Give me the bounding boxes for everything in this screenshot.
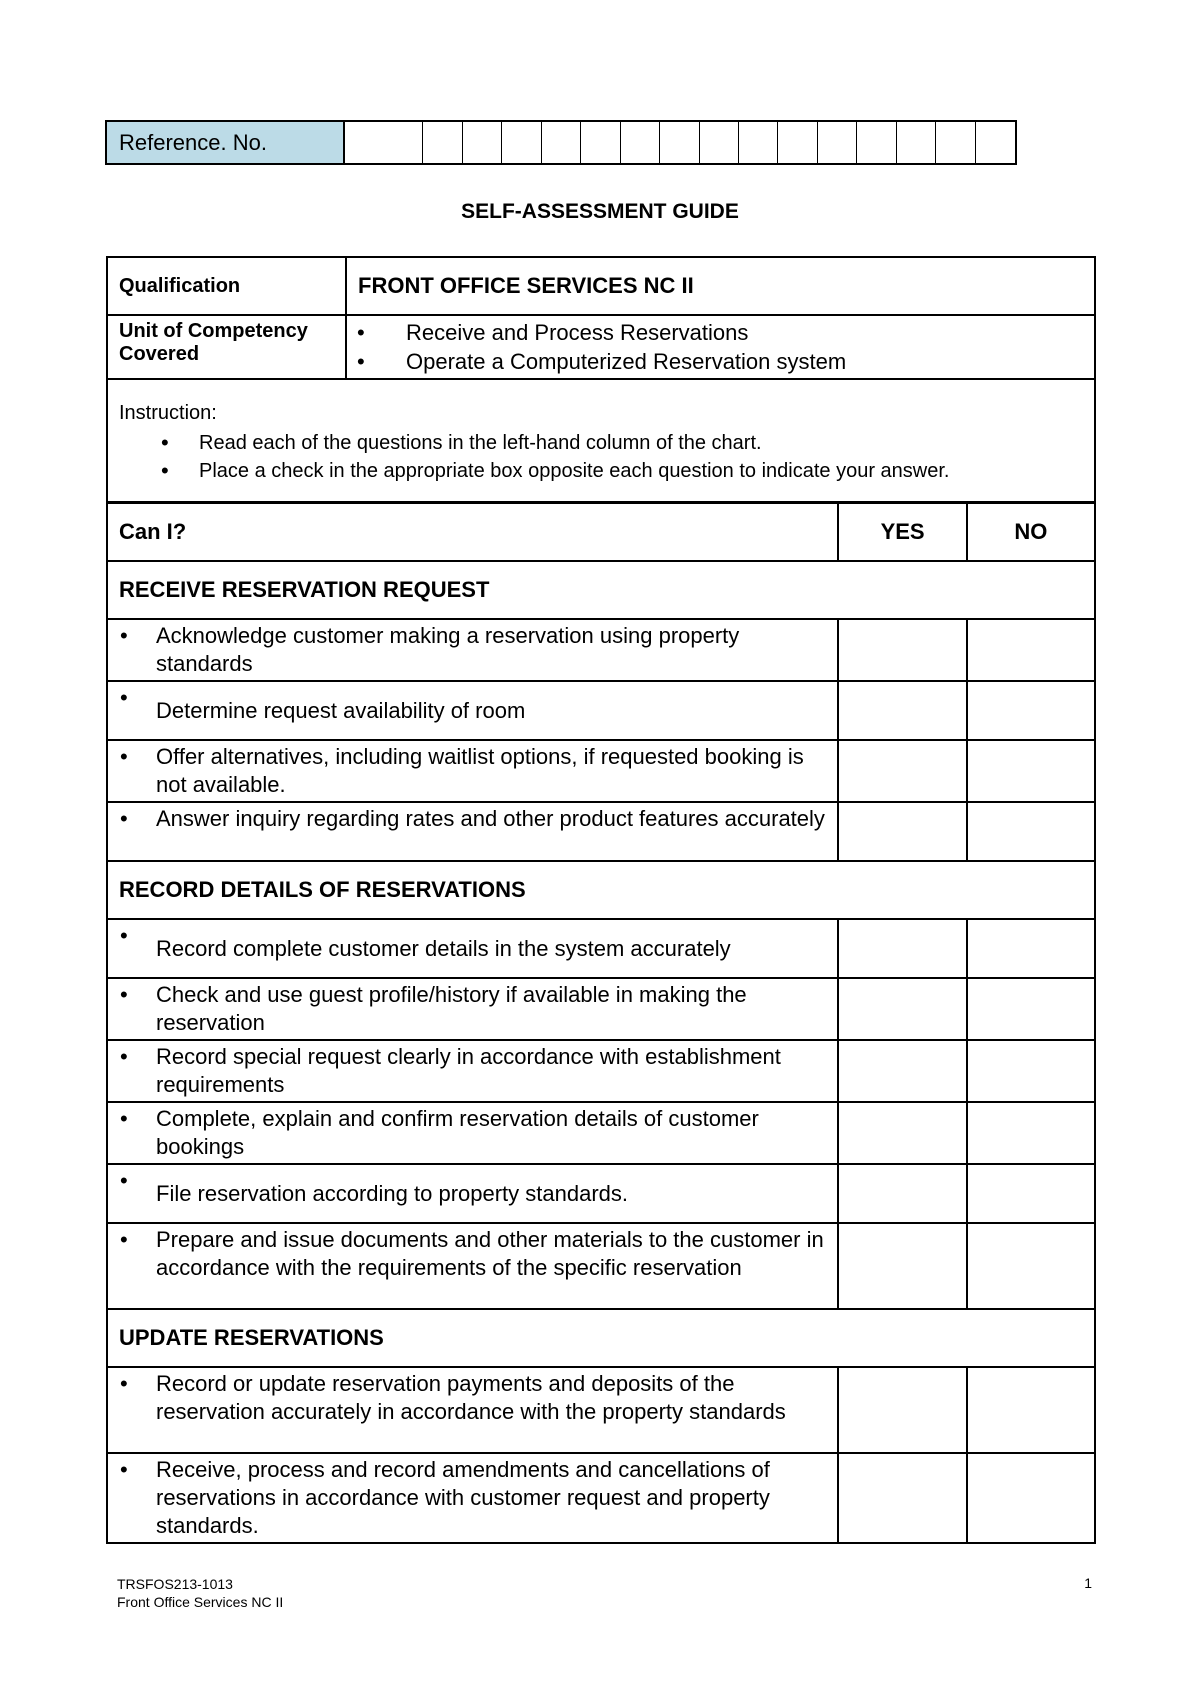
unit-label: Unit of Competency Covered [107,315,346,379]
no-checkbox[interactable] [967,740,1095,802]
unit-item: • Receive and Process Reservations [347,318,1094,347]
yes-header: YES [838,503,966,561]
reference-box[interactable] [463,122,502,163]
question-text: • Record special request clearly in accordance with establishment requirements [107,1040,838,1102]
footer-info [117,1575,283,1611]
reference-box[interactable] [739,122,778,163]
yes-checkbox[interactable] [838,1164,966,1223]
question-text: • Answer inquiry regarding rates and other product features accurately [107,802,838,861]
yes-checkbox[interactable] [838,1367,966,1453]
section-title: RECEIVE RESERVATION REQUEST [107,561,1095,619]
no-checkbox[interactable] [967,1453,1095,1543]
checklist-table [106,502,1096,1544]
yes-checkbox[interactable] [838,1040,966,1102]
reference-box[interactable] [976,122,1015,163]
no-checkbox[interactable] [967,1102,1095,1164]
reference-box[interactable] [345,122,424,163]
question-row [107,1164,1095,1223]
question-row [107,919,1095,978]
footer-code: TRSFOS213-1013 [117,1576,233,1592]
instruction-item: • Place a check in the appropriate box opposite each question to indicate your answer. [119,457,1083,485]
qualification-table [106,256,1096,503]
question-header: Can I? [107,503,838,561]
no-checkbox[interactable] [967,802,1095,861]
no-checkbox[interactable] [967,919,1095,978]
reference-box[interactable] [621,122,660,163]
reference-box[interactable] [778,122,817,163]
page-number: 1 [1084,1575,1092,1591]
no-checkbox[interactable] [967,1164,1095,1223]
reference-box[interactable] [502,122,541,163]
no-header: NO [967,503,1095,561]
question-text: • Offer alternatives, including waitlist options, if requested booking is not available. [107,740,838,802]
section-row [107,561,1095,619]
instruction-label: Instruction: [119,402,217,424]
yes-checkbox[interactable] [838,1453,966,1543]
question-row [107,1102,1095,1164]
question-row [107,1367,1095,1453]
yes-checkbox[interactable] [838,919,966,978]
reference-box[interactable] [423,122,462,163]
page-title: SELF-ASSESSMENT GUIDE [461,200,739,223]
no-checkbox[interactable] [967,1223,1095,1309]
question-row [107,681,1095,740]
unit-values [346,315,1095,379]
reference-number-field [105,120,1017,165]
question-text: • Record complete customer details in the system accurately [107,919,838,978]
reference-box[interactable] [936,122,975,163]
qualification-value: FRONT OFFICE SERVICES NC II [346,257,1095,315]
instruction-item: • Read each of the questions in the left-hand column of the chart. [119,429,1083,457]
yes-checkbox[interactable] [838,740,966,802]
reference-box[interactable] [700,122,739,163]
reference-box[interactable] [818,122,857,163]
yes-checkbox[interactable] [838,681,966,740]
question-text: • Receive, process and record amendments and cancellations of reservations in accordance with customer request and property standards. [107,1453,838,1543]
unit-item: • Operate a Computerized Reservation system [347,347,1094,376]
instruction-block [107,379,1095,502]
reference-label: Reference. No. [107,122,345,163]
reference-box[interactable] [542,122,581,163]
question-text: • Check and use guest profile/history if available in making the reservation [107,978,838,1040]
yes-checkbox[interactable] [838,1102,966,1164]
question-text: • Record or update reservation payments and deposits of the reservation accurately in accordance with the property standards [107,1367,838,1453]
yes-checkbox[interactable] [838,978,966,1040]
question-row [107,1453,1095,1543]
reference-box[interactable] [857,122,896,163]
section-title: UPDATE RESERVATIONS [107,1309,1095,1367]
section-row [107,1309,1095,1367]
question-text: • Determine request availability of room [107,681,838,740]
section-title: RECORD DETAILS OF RESERVATIONS [107,861,1095,919]
no-checkbox[interactable] [967,978,1095,1040]
question-row [107,978,1095,1040]
yes-checkbox[interactable] [838,619,966,681]
question-row [107,1040,1095,1102]
question-row [107,740,1095,802]
question-text: • File reservation according to property standards. [107,1164,838,1223]
question-text: • Prepare and issue documents and other materials to the customer in accordance with the requirements of the specific reservation [107,1223,838,1309]
qualification-label: Qualification [107,257,346,315]
reference-box[interactable] [581,122,620,163]
no-checkbox[interactable] [967,1367,1095,1453]
no-checkbox[interactable] [967,1040,1095,1102]
yes-checkbox[interactable] [838,1223,966,1309]
footer-qualification: Front Office Services NC II [117,1594,284,1610]
section-row [107,861,1095,919]
yes-checkbox[interactable] [838,802,966,861]
question-row [107,619,1095,681]
reference-box[interactable] [660,122,699,163]
reference-box[interactable] [897,122,936,163]
question-text: • Complete, explain and confirm reservation details of customer bookings [107,1102,838,1164]
no-checkbox[interactable] [967,681,1095,740]
question-row [107,1223,1095,1309]
no-checkbox[interactable] [967,619,1095,681]
question-text: • Acknowledge customer making a reservation using property standards [107,619,838,681]
question-row [107,802,1095,861]
checklist-header [107,503,1095,561]
